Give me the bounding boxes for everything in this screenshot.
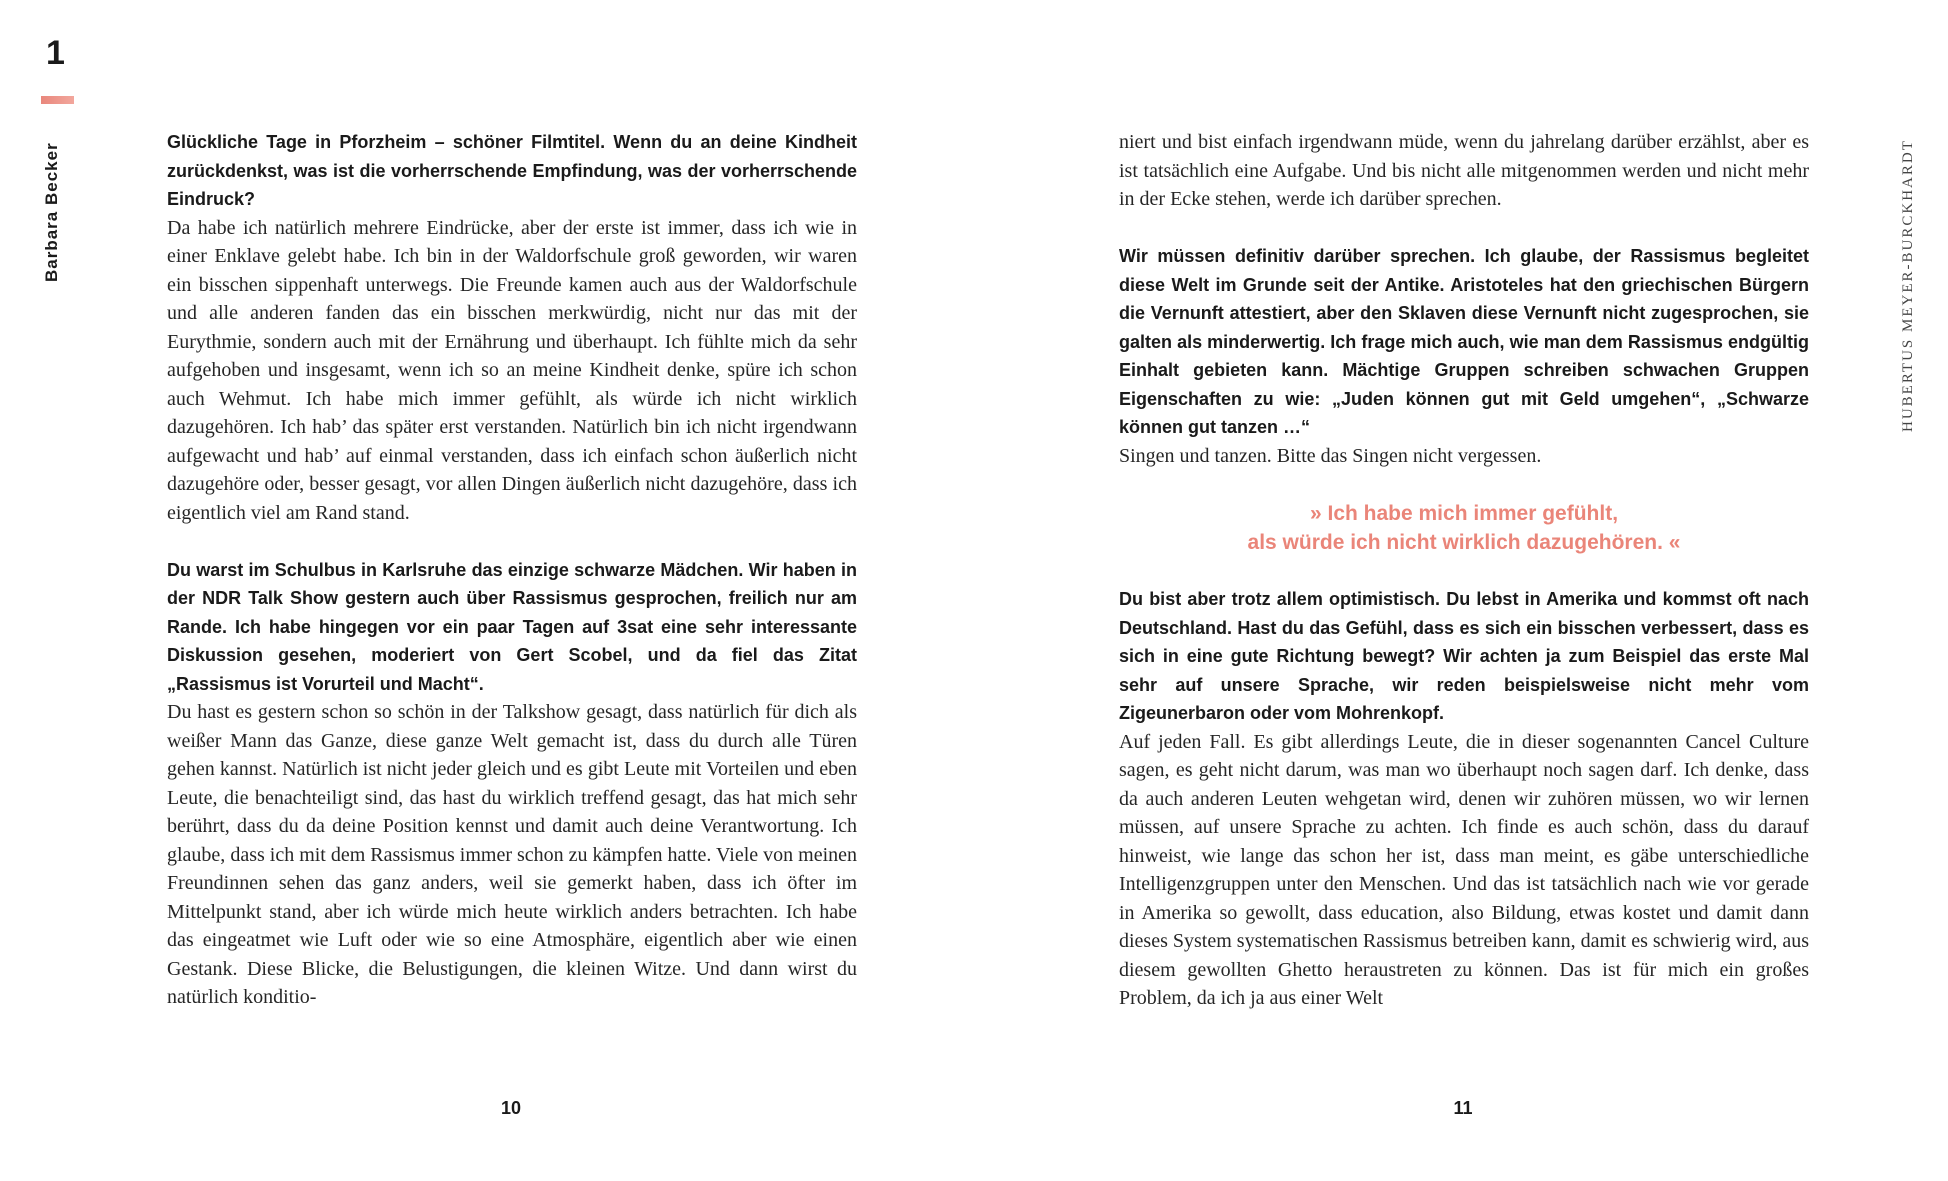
interview-question: Du warst im Schulbus in Karlsruhe das einzige schwarze Mädchen. Wir haben in der NDR Talk Show gestern auch über Rassismus gesprochen, freilich nur am Rande. Ich habe hingegen vor ein paar Tagen auf 3sat eine sehr interessante Diskussion gesehen, moderiert von Gert Scobel, und da fiel das Zitat „Rassismus ist Vorurteil und Macht“. xyxy=(167,559,857,694)
quote-open-mark: » xyxy=(1309,501,1322,525)
chapter-number: 1 xyxy=(46,34,65,72)
pull-quote-line-1: Ich habe mich immer gefühlt, xyxy=(1327,501,1619,525)
page-number-right: 11 xyxy=(1453,1098,1473,1118)
interview-answer-continuation: niert und bist einfach irgendwann müde, wenn du jahrelang darüber erzählst, aber es ist tatsächlich eine Aufgabe. Und bis nicht alle mitgenommen werden und nicht mehr in der Ecke stehen, werde ich darüber sprechen. xyxy=(1119,131,1809,210)
pull-quote-line-2: als würde ich nicht wirklich dazugehören. xyxy=(1247,530,1663,554)
interview-answer: Da habe ich natürlich mehrere Eindrücke, aber der erste ist immer, dass ich wie in einer Enklave gelebt habe. Ich bin in der Waldorfschule groß geworden, wir waren ein bisschen sippenhaft unterwegs. Die Freunde kamen auch aus der Waldorfschule und alle anderen fanden das ein bisschen merkwürdig, nicht nur das mit der Eurythmie, sondern auch mit der Ernährung und überhaupt. Ich fühlte mich da sehr aufgehoben und insgesamt, wenn ich so an meine Kindheit denke, spüre ich schon auch Wehmut. Ich habe mich immer gefühlt, als würde ich nicht wirklich dazugehören. Ich hab’ das später erst verstanden. Natürlich bin ich nicht irgendwann aufgewacht und hab’ auf einmal verstanden, dass ich einfach schon äußerlich nicht dazugehöre oder, besser gesagt, vor allen Dingen äußerlich nicht dazugehöre, dass ich eigentlich viel am Rand stand. xyxy=(167,216,857,524)
paragraph-gap xyxy=(1119,470,1809,499)
paragraph-gap xyxy=(167,527,857,556)
running-head-left-author: Barbara Becker xyxy=(42,142,61,282)
interview-question: Du bist aber trotz allem optimistisch. Du lebst in Amerika und kommst oft nach Deutschland. Hast du das Gefühl, dass es sich ein bisschen verbessert, dass es sich in eine gute Richtung bewegt? Wir achten ja zum Beispiel das erste Mal sehr auf unsere Sprache, wir reden beispielsweise nicht mehr vom Zigeunerbaron oder vom Mohrenkopf. xyxy=(1119,589,1809,723)
chapter-accent-bar xyxy=(41,96,74,104)
running-head-right-author: HUBERTUS MEYER-BURCKHARDT xyxy=(1900,139,1916,432)
interview-answer: Auf jeden Fall. Es gibt allerdings Leute, die in dieser sogenannten Cancel Culture sagen, es geht nicht darum, was man wo überhaupt noch sagen darf. Ich denke, dass da auch anderen Leuten wehgetan wird, denen wir zuhören müssen, wo wir lernen müssen, auf unsere Sprache zu achten. Ich finde es auch schön, dass du darauf hinweist, wie lange das schon her ist, dass man meint, es gäbe unterschiedliche Intelligenzgruppen unter den Menschen. Und das ist tatsächlich nach wie vor gerade in Amerika so gewollt, dass education, also Bildung, etwas kostet und damit dann dieses System systematischen Rassismus betreiben kann, damit es schwierig wird, aus diesem gewollten Ghetto heraustreten zu können. Das ist für mich ein großes Problem, da ich ja aus einer Welt xyxy=(1119,730,1809,1009)
quote-close-mark: « xyxy=(1668,530,1681,554)
interview-answer: Singen und tanzen. Bitte das Singen nicht vergessen. xyxy=(1119,444,1542,467)
right-page-column xyxy=(1119,128,1809,1013)
interview-question: Wir müssen definitiv darüber sprechen. Ich glaube, der Rassismus begleitet diese Welt im Grunde seit der Antike. Aristoteles hat den griechischen Bürgern die Vernunft attestiert, aber den Sklaven diese Vernunft nicht zugesprochen, sie galten als minderwertig. Ich frage mich auch, wie man dem Rassismus endgültig Einhalt gebieten kann. Mächtige Gruppen schreiben schwachen Gruppen Eigenschaften zu wie: „Juden können gut mit Geld umgehen“, „Schwarze können gut tanzen …“ xyxy=(1119,246,1809,437)
paragraph-gap xyxy=(1119,557,1809,586)
paragraph-gap xyxy=(1119,214,1809,243)
pull-quote xyxy=(1119,499,1809,557)
interview-question: Glückliche Tage in Pforzheim – schöner Filmtitel. Wenn du an deine Kindheit zurückdenkst, was ist die vorherrschende Empfindung, was der vorherrschende Eindruck? xyxy=(167,132,857,209)
page-number-left: 10 xyxy=(500,1098,522,1118)
interview-answer: Du hast es gestern schon so schön in der Talkshow gesagt, dass natürlich für dich als weißer Mann das Ganze, diese ganze Welt gemacht ist, dass du durch alle Türen gehen kannst. Natürlich ist nicht jeder gleich und es gibt Leute mit Vorteilen und eben Leute, die benachteiligt sind, das hast du wirklich treffend gesagt, das hat mich sehr berührt, dass du da deine Position kennst und damit auch deine Verantwortung. Ich glaube, dass ich mit dem Rassismus immer schon zu kämpfen hatte. Viele von meinen Freundinnen sehen das ganz anders, weil sie gemerkt haben, dass ich öfter im Mittelpunkt stand, aber ich würde mich heute wirklich anders betrachten. Ich habe das eingeatmet wie Luft oder wie so eine Atmosphäre, eigentlich aber wie einen Gestank. Diese Blicke, die Belustigungen, die kleinen Witze. Und dann wirst du natürlich konditio- xyxy=(167,701,857,1008)
left-page-column xyxy=(167,128,857,1012)
